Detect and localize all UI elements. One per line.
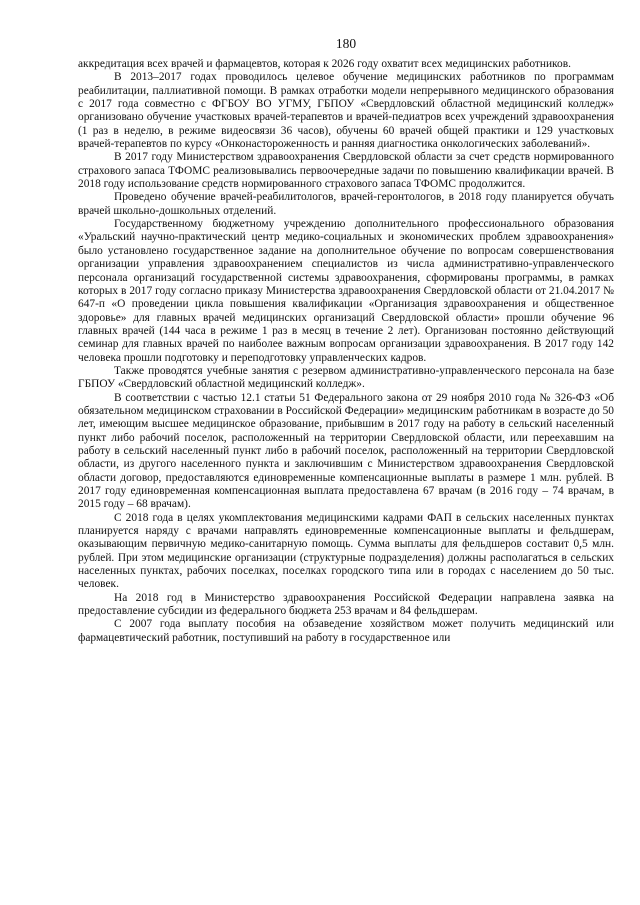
paragraph-state-assignment: Государственному бюджетному учреждению дополнительного профессионального образования «Уральский научно-практический центр медико-социальных и экономических проблем здравоохранения» было установлено государственное задание на дополнительное обучение по вопросам совершенствования организации управления здравоохранением специалистов из числа административно-управленческого персонала организаций государственной системы здравоохранения, сформированы программы, в рамках которых в 2017 году согласно приказу Министерства здравоохранения Свердловской области от 21.04.2017 № 647-п «О проведении цикла повышения квалификации «Организация здравоохранения и общественное здоровье» для главных врачей медицинских организаций Свердловской области» прошли обучение 96 главных врачей (144 часа в режиме 1 раз в месяц в течение 2 лет). Организован постоянно действующий семинар для главных врачей по наиболее важным вопросам организации здравоохранения. В 2017 году 142 человека прошли подготовку и переподготовку управленческих кадров. [78,218,614,364]
paragraph-household-allowance: С 2007 года выплату пособия на обзаведение хозяйством может получить медицинский или фармацевтический работник, поступивший на работу в государственное или [78,618,614,644]
document-page [78,36,614,645]
paragraph-targeted-training: В 2013–2017 годах проводилось целевое обучение медицинских работников по программам реабилитации, паллиативной помощи. В рамках отработки модели непрерывного медицинского образования с 2017 года совместно с ФГБОУ ВО УГМУ, ГБПОУ «Свердловский областной медицинский колледж» организовано обучение участковых врачей-терапевтов и врачей-педиатров всех учреждений здравоохранения (1 раз в неделю, в режиме видеосвязи 36 часов), обучены 60 врачей общей практики и 129 участковых врачей-терапевтов по курсу «Онконастороженность и ранняя диагностика онкологических заболеваний». [78,71,614,151]
paragraph-compensation-doctors: В соответствии с частью 12.1 статьи 51 Федерального закона от 29 ноября 2010 года № 326-ФЗ «Об обязательном медицинском страховании в Российской Федерации» медицинским работникам в возрасте до 50 лет, имеющим высшее медицинское образование, прибывшим в 2017 году на работу в сельский населенный пункт либо рабочий поселок, расположенный на территории Свердловской области, или переехавшим на работу в сельский населенный пункт либо в рабочий поселок, расположенный на территории Свердловской области, из другого населенного пункта и заключившим с Министерством здравоохранения Свердловской области договор, предоставляются единовременные компенсационные выплаты в размере 1 млн. рублей. В 2017 году единовременная компенсационная выплата предоставлена 67 врачам (в 2016 году – 74 врачам, в 2015 году – 68 врачам). [78,391,614,511]
page-number: 180 [335,36,357,51]
paragraph-reserve-training: Также проводятся учебные занятия с резервом административно-управленческого персонала на базе ГБПОУ «Свердловский областной медицинский колледж». [78,364,614,391]
paragraph-tfoms-reserve: В 2017 году Министерством здравоохранения Свердловской области за счет средств нормированного страхового запаса ТФОМС реализовывались первоочередные задачи по повышению квалификации врачей. В 2018 году использование средств нормированного страхового запаса ТФОМС продолжится. [78,151,614,191]
paragraph-compensation-paramedics: С 2018 года в целях укомплектования медицинскими кадрами ФАП в сельских населенных пунктах планируется наряду с врачами направлять единовременные компенсационные выплаты и фельдшерам, оказывающим первичную медико-санитарную помощь. Сумма выплаты для фельдшеров составит 0,5 млн. рублей. При этом медицинские организации (структурные подразделения) должны располагаться в сельских населенных пунктах, рабочих поселках, поселках городского типа или в городах с населением до 50 тыс. человек. [78,511,614,591]
paragraph-subsidy-request: На 2018 год в Министерство здравоохранения Российской Федерации направлена заявка на предоставление субсидии из федерального бюджета 253 врачам и 84 фельдшерам. [78,591,614,618]
paragraph-rehabilitologists: Проведено обучение врачей-реабилитологов, врачей-геронтологов, в 2018 году планируется обучать врачей школьно-дошкольных отделений. [78,191,614,217]
paragraph-accreditation: аккредитация всех врачей и фармацевтов, которая к 2026 году охватит всех медицинских работников. [78,58,571,70]
